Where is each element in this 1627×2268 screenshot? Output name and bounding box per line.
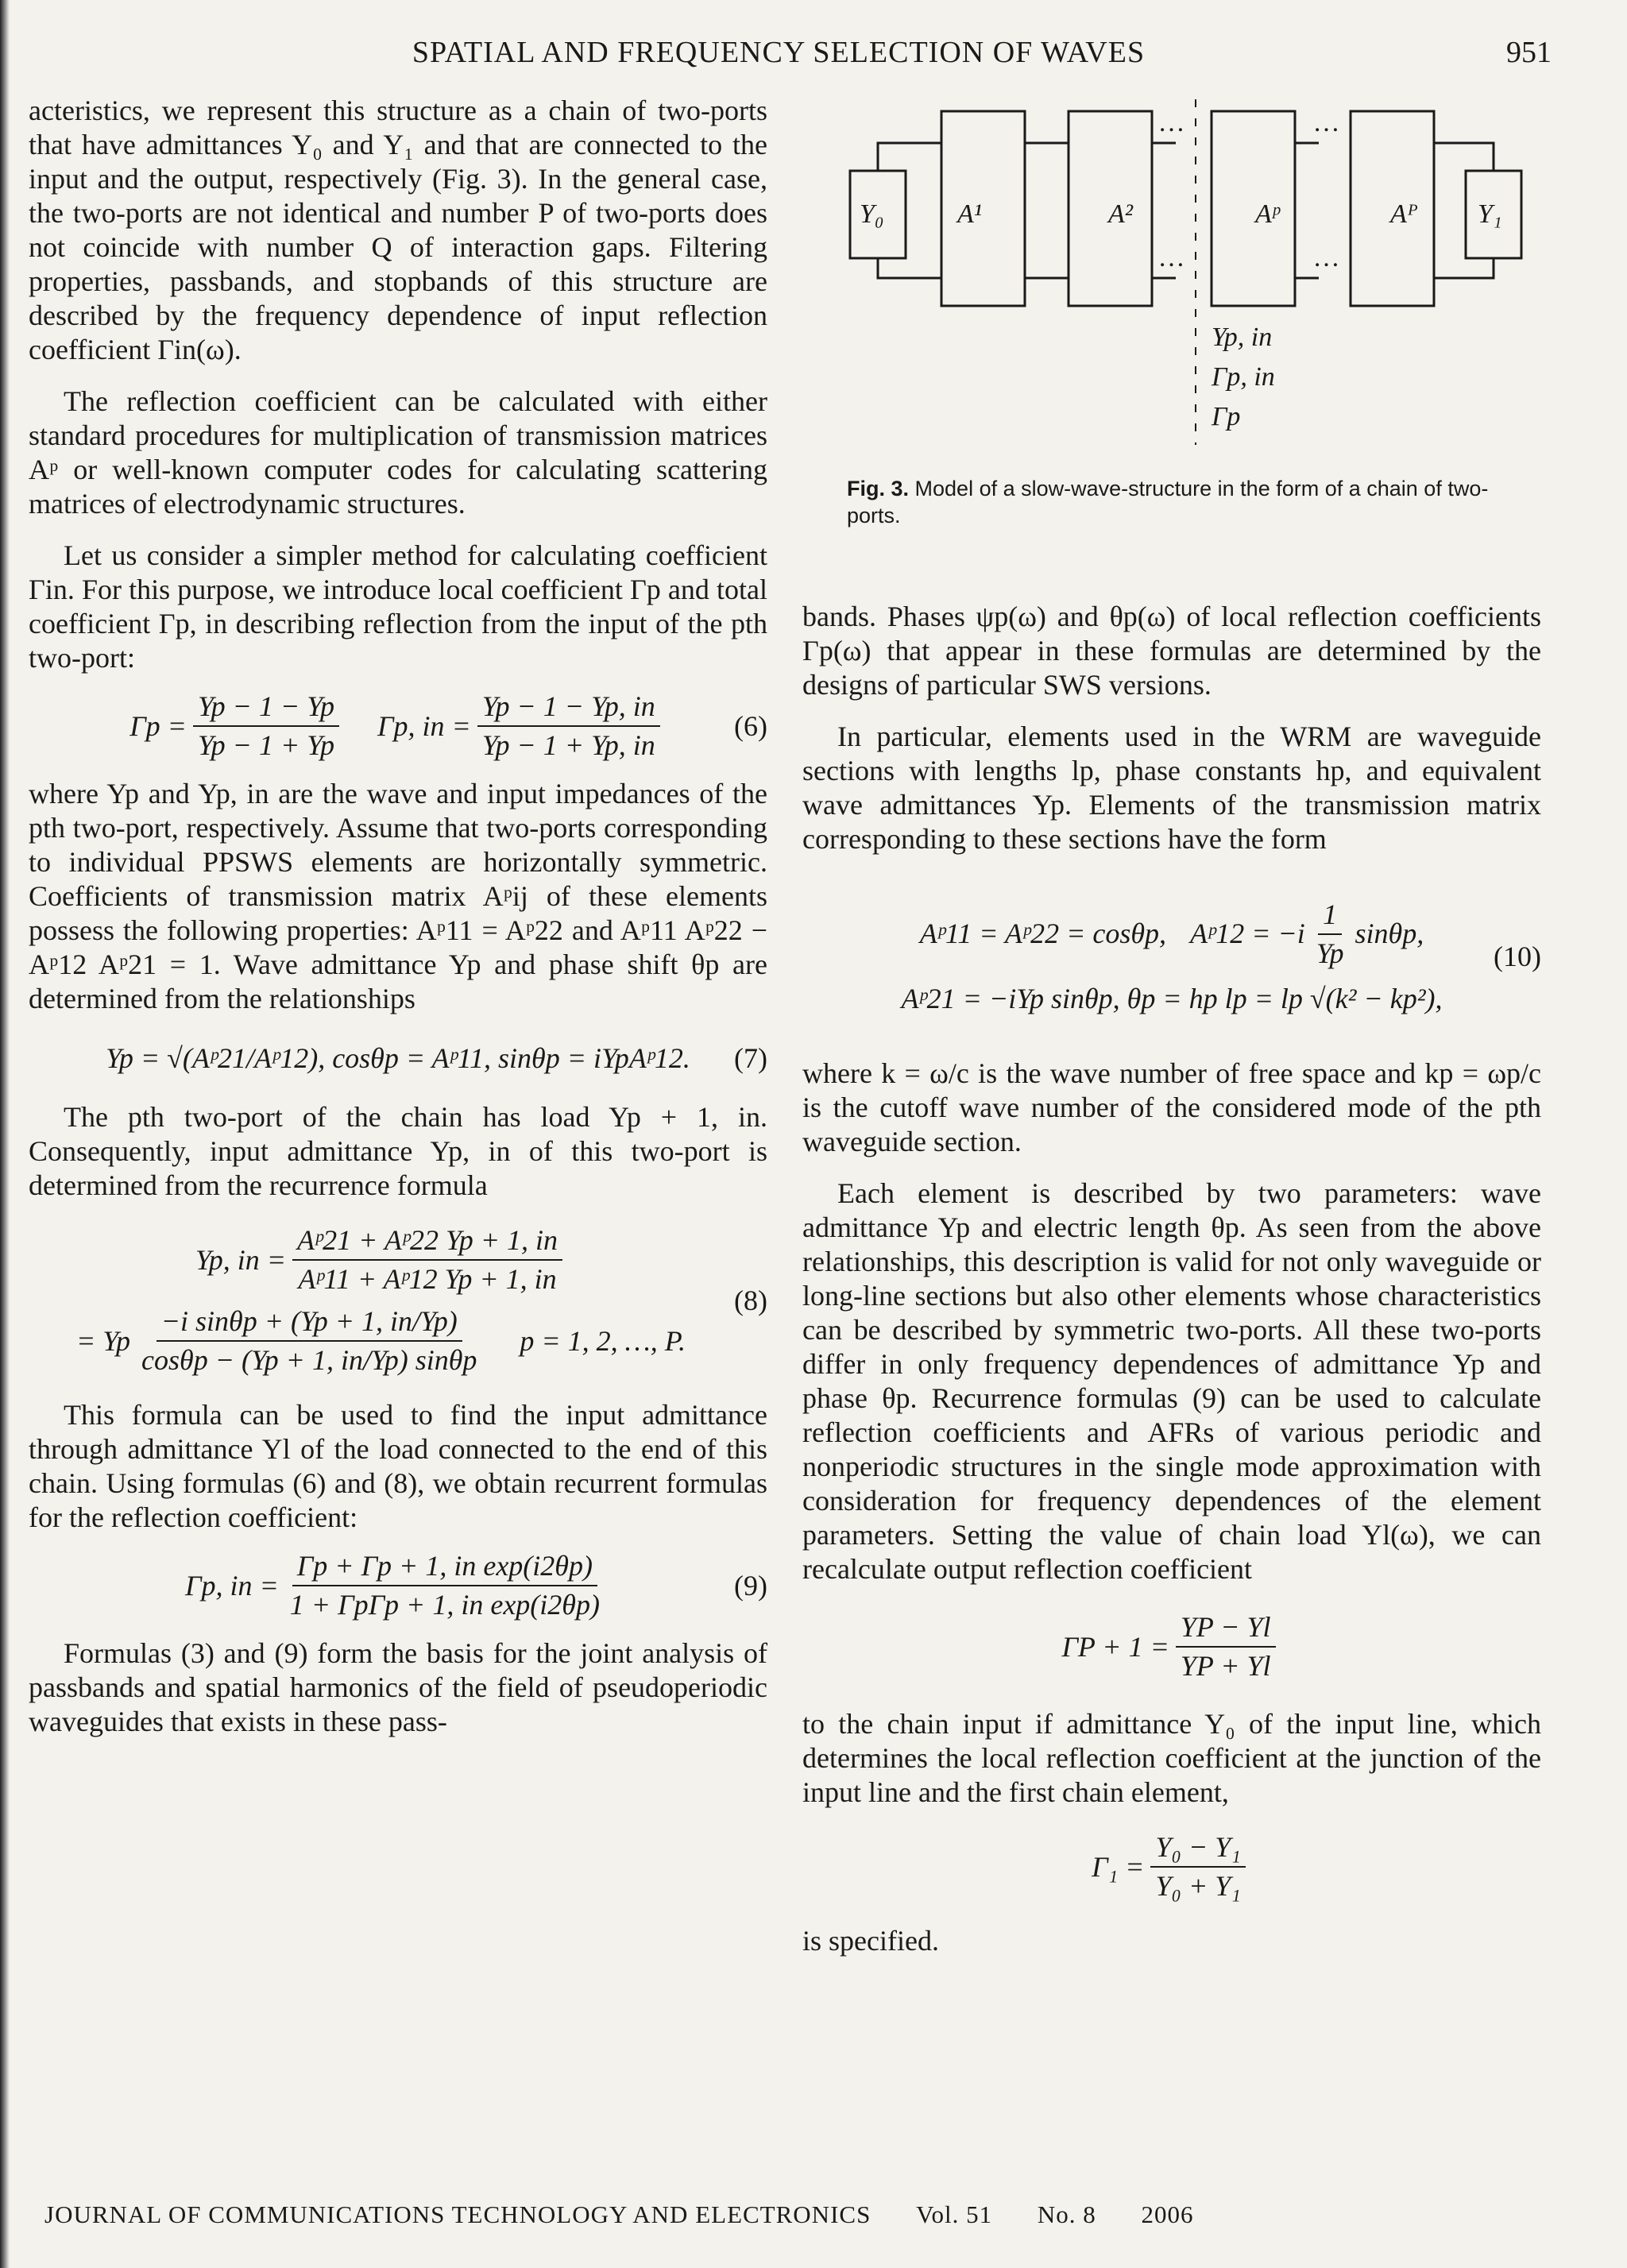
- ellipsis: …: [1160, 243, 1185, 272]
- journal-name: JOURNAL OF COMMUNICATIONS TECHNOLOGY AND ELECTRONICS: [44, 2200, 871, 2228]
- fraction: $\frac{1}{Yp}$: [1316, 898, 1344, 969]
- a1-label: A¹: [957, 199, 982, 229]
- paragraph: Formulas (3) and (9) form the basis for the joint analysis of passbands and spatial harmonics of the field of pseudoperiodic waveguides that exists in these pass-: [29, 1637, 767, 1737]
- ellipsis: …: [1160, 108, 1185, 137]
- ap-box: [1212, 111, 1295, 306]
- equation-number: (10): [1494, 940, 1541, 972]
- gpin-label: Γp, in: [1212, 362, 1275, 392]
- two-port-chain-diagram: [842, 95, 1557, 445]
- y1-label: Y₁: [1478, 199, 1502, 229]
- equation-number: (7): [734, 1041, 767, 1074]
- y0-label: Y₀: [860, 199, 884, 229]
- left-column: [29, 94, 767, 1739]
- paragraph: The pth two-port of the chain has load Yp + 1, in. Consequently, input admittance Yp, in of this two-port is determined from the recurrence formula: [29, 1101, 767, 1201]
- paragraph: where Yp and Yp, in are the wave and input impedances of the pth two-port, respectively. Assume that two-ports corresponding to individual PPSWS elements are horizontally symmetric. Coefficients of transmission matrix Aᵖij of these elements possess the following properties: Aᵖ11 = Aᵖ22 and Aᵖ11 Aᵖ22 − Aᵖ12 Aᵖ21 = 1. Wave admittance Yp and phase shift θp are determined from the relationships: [29, 778, 767, 1014]
- ellipsis: …: [1315, 243, 1339, 272]
- paragraph: bands. Phases ψp(ω) and θp(ω) of local reflection coefficients Γp(ω) that appear in these formulas are determined by the designs of particular SWS versions.: [802, 601, 1541, 701]
- fraction: $\frac{\text{Aᵖ21 + Aᵖ22 Yp + 1, in}}{\text{Aᵖ11 + Aᵖ12 Yp + 1, in}}$: [292, 1223, 562, 1296]
- figure-3: [842, 95, 1557, 445]
- paragraph: acteristics, we represent this structure as a chain of two-ports that have admittances Y₀ and Y₁ and that are connected to the input and the output, respectively (Fig. 3). In the general case, the two-ports are not identical and number P of two-ports does not coincide with number Q of interaction gaps. Filtering properties, passbands, and stopbands of this structure are described by the frequency dependence of input reflection coefficient Γin(ω).: [29, 95, 767, 365]
- equation-9: Γp, in = $\frac{\text{Γp + Γp + 1, in exp(i2θp)}}{\text{1 + ΓpΓp + 1, in exp(i2θp)}}$ (9): [185, 1550, 767, 1621]
- year: 2006: [1141, 2200, 1194, 2228]
- equation-number: (9): [734, 1569, 767, 1602]
- paragraph: to the chain input if admittance Y₀ of the input line, which determines the local reflection coefficient at the junction of the input line and the first chain element,: [802, 1708, 1541, 1808]
- volume: Vol. 51: [916, 2200, 993, 2228]
- eq-lhs: Γp, in =: [377, 709, 471, 742]
- journal-footer: [44, 2200, 1193, 2229]
- aP-label: Aᴾ: [1390, 199, 1418, 229]
- ypin-label: Yp, in: [1212, 323, 1273, 352]
- equation-8: Yp, in = $\frac{\text{Aᵖ21 + Aᵖ22 Yp + 1, in}}{\text{Aᵖ11 + Aᵖ12 Yp + 1, in}}$ = Yp $\frac{\text{−i sinθp + (Yp + 1, in/Yp)}}{\cos\theta p - (Yp + 1, in/Yp) \sin\theta p}$ p = 1, 2, …, P. (8): [76, 1224, 767, 1376]
- issue: No. 8: [1037, 2200, 1096, 2228]
- paragraph: Each element is described by two parameters: wave admittance Yp and electric length θp. As seen from the above relationships, this description is valid for not only waveguide or long-line sections but also other elements whose characteristics can be described by symmetric two-ports. All these two-ports differ in only frequency dependences of admittance Yp and phase θp. Recurrence formulas (9) can be used to calculate reflection coefficients and AFRs of various periodic and nonperiodic structures in the single mode approximation with consideration for frequency dependences of the element parameters. Setting the value of chain load Yl(ω), we can recalculate output reflection coefficient: [802, 1177, 1541, 1585]
- eq-lhs: Γp =: [129, 709, 187, 742]
- page-number: 951: [1506, 36, 1552, 69]
- running-header: SPATIAL AND FREQUENCY SELECTION OF WAVES: [412, 36, 1146, 69]
- figure-caption: Fig. 3. Model of a slow-wave-structure in the form of a chain of two-ports.: [847, 477, 1489, 527]
- fraction: $\frac{YP - Yl}{YP + Yl}$: [1176, 1610, 1276, 1683]
- paragraph: The reflection coefficient can be calculated with either standard procedures for multiplication of transmission matrices Aᵖ or well-known computer codes for calculating scattering matrices of electrodynamic structures.: [29, 385, 767, 520]
- fraction: $\frac{Yp - 1 - Yp, in}{Yp - 1 + Yp, in}$: [477, 690, 660, 763]
- paragraph: In particular, elements used in the WRM are waveguide sections with lengths lp, phase constants hp, and equivalent wave admittances Yp. Elements of the transmission matrix corresponding to these sections have the form: [802, 721, 1541, 855]
- paragraph: This formula can be used to find the input admittance through admittance Yl of the load connected to the end of this chain. Using formulas (6) and (8), we obtain recurrent formulas for the reflection coefficient:: [29, 1399, 767, 1533]
- a2-label: A²: [1108, 199, 1133, 229]
- right-column: [802, 600, 1541, 1958]
- equation-6: [29, 690, 767, 763]
- ellipsis: …: [1315, 108, 1339, 137]
- equation-input-reflection: Γ₁ = $\frac{\text{Y₀ − Y₁}}{\text{Y₀ + Y₁}}$: [802, 1830, 1541, 1903]
- ap-label: Aᵖ: [1255, 199, 1280, 229]
- eq-body: Yp = √(Aᵖ21/Aᵖ12), cosθp = Aᵖ11, sinθp = iYpAᵖ12.: [106, 1041, 690, 1074]
- fraction: $\frac{Yp - 1 - Yp}{Yp - 1 + Yp}$: [193, 690, 339, 763]
- equation-number: (6): [734, 709, 767, 742]
- fraction: $\frac{\text{Y₀ − Y₁}}{\text{Y₀ + Y₁}}$: [1150, 1830, 1245, 1903]
- fraction: $\frac{\text{−i sinθp + (Yp + 1, in/Yp)}}{\cos\theta p - (Yp + 1, in/Yp) \sin\theta p}$: [141, 1305, 477, 1376]
- equation-number: (8): [734, 1284, 767, 1316]
- paragraph: Let us consider a simpler method for calculating coefficient Γin. For this purpose, we introduce local coefficient Γp and total coefficient Γp, in describing reflection from the input of the pth two-port:: [29, 539, 767, 674]
- gp-label: Γp: [1212, 402, 1241, 431]
- binding-shadow: [0, 0, 10, 2268]
- fraction: $\frac{\text{Γp + Γp + 1, in exp(i2θp)}}{\text{1 + ΓpΓp + 1, in exp(i2θp)}}$: [289, 1550, 600, 1621]
- a1-box: [941, 111, 1025, 306]
- equation-10: Aᵖ11 = Aᵖ22 = cosθp, Aᵖ12 = −i $\frac{1}{Yp}$ sinθp, Aᵖ21 = −iYp sinθp, θp = hp lp = lp √(k² − kp²), (10): [901, 898, 1541, 1014]
- paragraph: is specified.: [802, 1925, 939, 1957]
- equation-output-reflection: ΓP + 1 = $\frac{YP - Yl}{YP + Yl}$: [802, 1610, 1541, 1683]
- equation-7: [29, 1030, 767, 1086]
- paragraph: where k = ω/c is the wave number of free space and kp = ωp/c is the cutoff wave number of the considered mode of the pth waveguide section.: [802, 1057, 1541, 1157]
